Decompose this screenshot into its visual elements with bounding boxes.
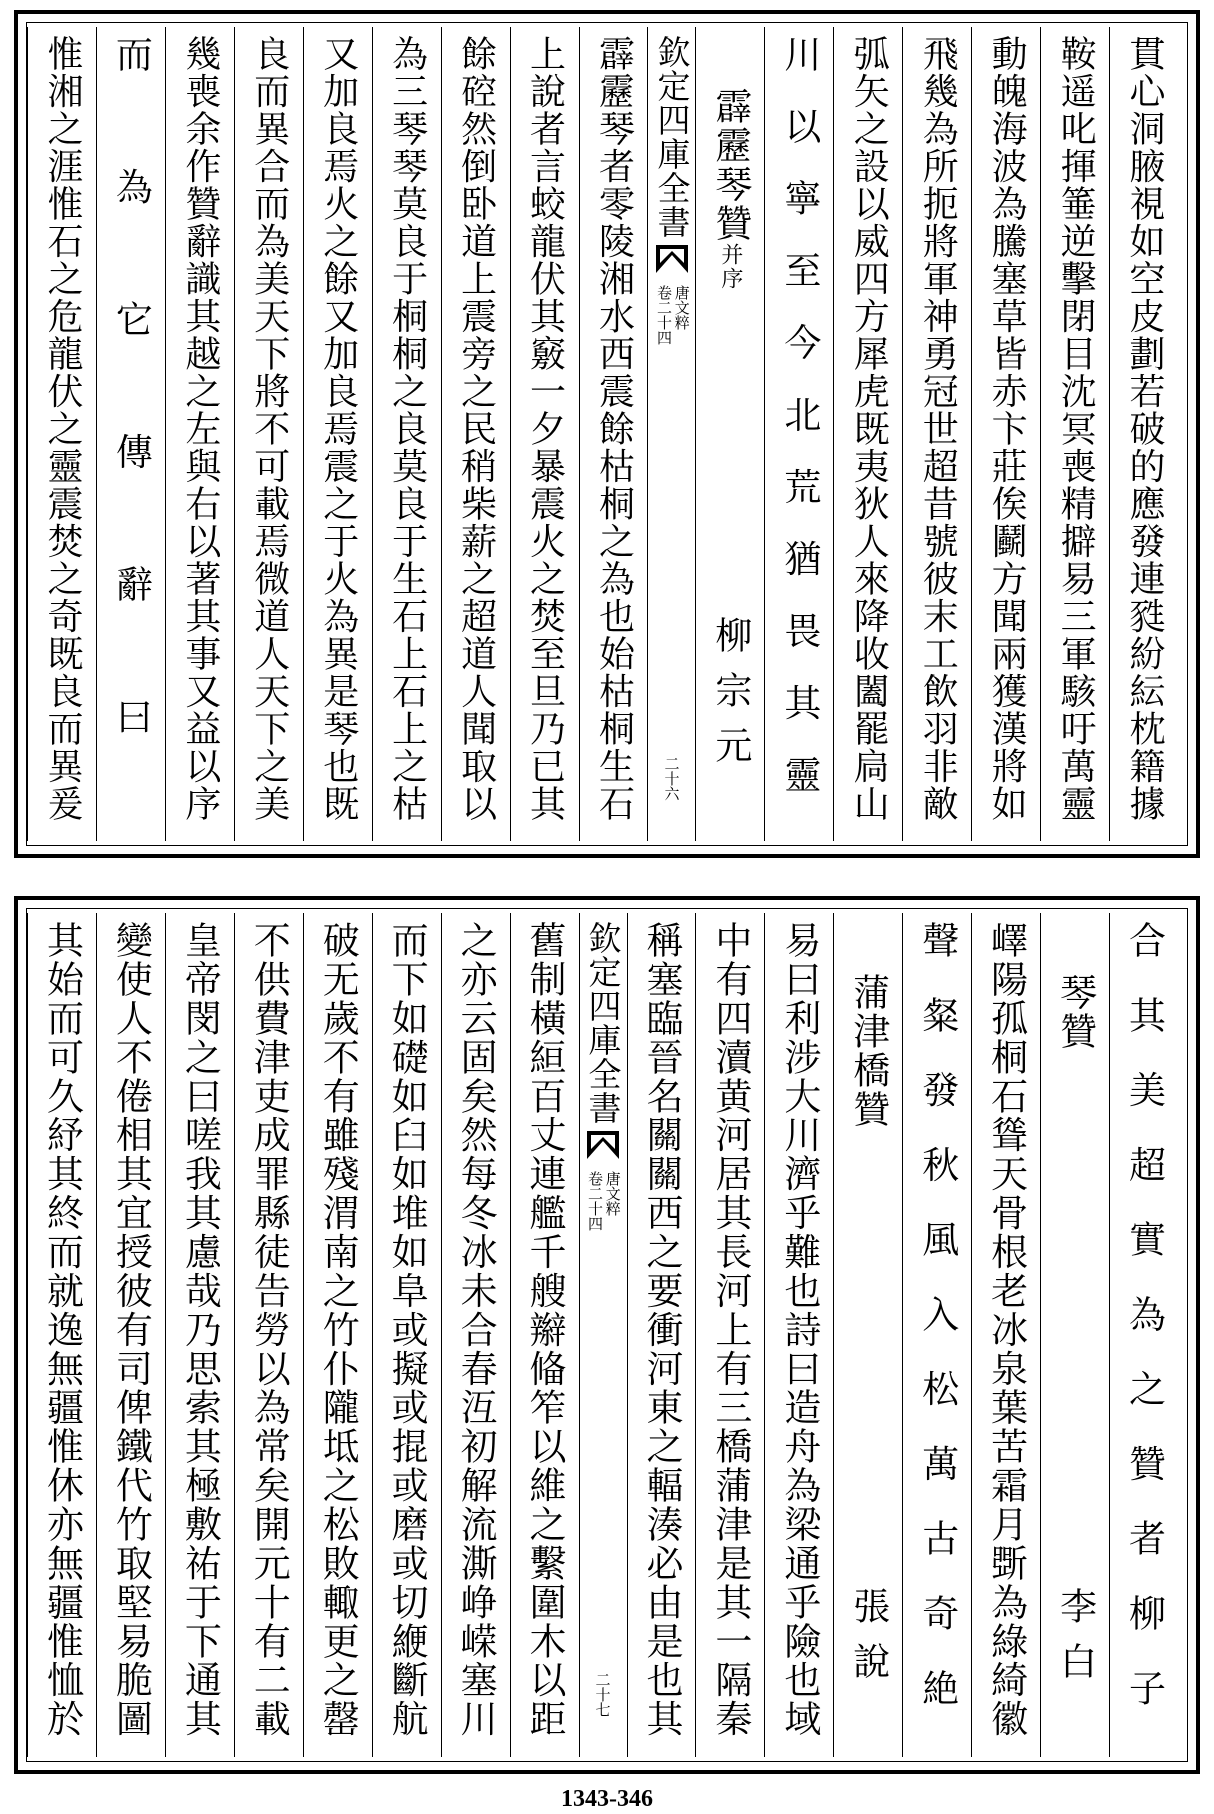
column-text: 合其美超實為之贊者柳子 — [1122, 921, 1166, 1744]
column-text: 稱塞臨晉名關關西之要衝河東之輻湊必由是也其 — [639, 921, 683, 1739]
text-column — [971, 913, 1040, 1757]
essay-title: 琴贊 — [1053, 973, 1097, 1051]
text-column — [902, 913, 971, 1757]
column-text: 易曰利涉大川濟乎難也詩曰造舟為梁通乎險也域 — [777, 921, 821, 1739]
column-text: 變使人不倦相其宜授彼有司俾鐵代竹取堅易脆圖 — [109, 921, 153, 1739]
column-text: 幾喪余作贊辭識其越之左與右以著其事又益以序 — [179, 35, 221, 823]
column-text: 又加良焉火之餘又加良焉震之于火為異是琴也既 — [317, 35, 359, 823]
column-text: 霹靂琴者零陵湘水西震餘枯桐之為也始枯桐生石 — [593, 35, 635, 823]
column-text: 飛幾為所扼將軍神勇冠世超昔號彼末工飲羽非敵 — [917, 35, 959, 823]
author-name: 李白 — [1053, 1587, 1097, 1697]
text-column — [27, 913, 96, 1757]
title-column — [833, 913, 902, 1757]
column-text: 破无歲不有雖殘渭南之竹仆隴坻之松敗輙更之罄 — [316, 921, 360, 1739]
top-page — [14, 10, 1200, 858]
column-text: 惟湘之涯惟石之危龍伏之靈震焚之奇既良而異爰 — [41, 35, 83, 823]
center-banner — [647, 27, 695, 841]
banner-volume: 卷二十四 — [654, 285, 673, 345]
fish-tail-mark-icon — [586, 1129, 620, 1161]
text-column — [234, 27, 303, 841]
page-caption: 1343-346 — [561, 1786, 653, 1812]
banner-book-title: 唐文粹 — [603, 1171, 622, 1216]
text-column — [579, 27, 648, 841]
column-text: 之亦云固矣然每冬冰未合春沍初解流澌峥嵘塞川 — [454, 921, 498, 1739]
column-text: 上說者言蛟龍伏其竅一夕暴震火之焚至旦乃已其 — [524, 35, 566, 823]
text-column — [627, 913, 696, 1757]
text-column — [165, 913, 234, 1757]
author-name: 柳宗元 — [708, 616, 752, 781]
text-column — [441, 913, 510, 1757]
column-text: 而下如礎如臼如堆如阜或擬或掍或磨或切緶斷航 — [385, 921, 429, 1739]
column-text: 舊制橫絙百丈連艦千艘辮偹笮以維之繫圍木以距 — [523, 921, 567, 1739]
title-column — [695, 27, 764, 841]
text-column — [1109, 913, 1178, 1757]
column-text: 為三琴琴莫良于桐桐之良莫良于生石上石上之枯 — [386, 35, 428, 823]
text-column — [372, 27, 441, 841]
column-text: 嶧陽孤桐石聳天骨根老冰泉葉苦霜月斲為綠綺徽 — [984, 921, 1028, 1739]
text-column — [833, 27, 902, 841]
column-text: 川以寧至今北荒猶畏其靈 — [777, 35, 821, 828]
text-column — [441, 27, 510, 841]
banner-library-title: 欽定四庫全書 — [583, 921, 623, 1125]
column-text: 良而異合而為美天下將不可載焉微道人天下之美 — [248, 35, 290, 823]
text-column — [372, 913, 441, 1757]
text-column — [1040, 27, 1109, 841]
text-column — [96, 913, 165, 1757]
text-column — [27, 27, 96, 841]
text-column — [1109, 27, 1178, 841]
text-column — [764, 27, 833, 841]
essay-title: 蒲津橋贊 — [846, 973, 890, 1129]
text-column — [303, 27, 372, 841]
column-text: 聲粲發秋風入松萬古奇絶 — [915, 921, 959, 1744]
banner-page-number: 二十六 — [662, 756, 681, 801]
text-column — [234, 913, 303, 1757]
column-text: 弧矢之設以威四方犀虎既夷狄人來降收闔罷扃山 — [848, 35, 890, 823]
banner-volume: 卷二十四 — [586, 1171, 604, 1231]
author-name: 張說 — [846, 1587, 890, 1697]
banner-book-volume — [655, 285, 689, 345]
banner-book-volume — [586, 1171, 620, 1231]
text-column — [510, 913, 579, 1757]
column-text: 動魄海波為騰塞草皆赤卞莊俟鬬方聞兩獲漢將如 — [986, 35, 1028, 823]
title-note: 并序 — [717, 243, 743, 291]
banner-book-title: 唐文粹 — [672, 285, 691, 330]
text-column — [510, 27, 579, 841]
column-text: 貫心洞腋視如空皮劃若破的應發連甤紛紜枕籍據 — [1124, 35, 1166, 823]
text-column — [96, 27, 165, 841]
title-column — [1040, 913, 1109, 1757]
banner-page-number: 二十七 — [593, 1672, 612, 1717]
bottom-page — [14, 896, 1200, 1774]
center-banner — [579, 913, 627, 1757]
text-column — [695, 913, 764, 1757]
text-column — [165, 27, 234, 841]
column-text: 中有四瀆黄河居其長河上有三橋蒲津是其一隔秦 — [708, 921, 752, 1739]
column-text: 其始而可久紓其終而就逸無疆惟休亦無疆惟恤於 — [40, 921, 84, 1739]
column-text: 餘硿然倒卧道上震旁之民稍柴薪之超道人聞取以 — [455, 35, 497, 823]
text-column — [971, 27, 1040, 841]
column-text: 而為它傳辭曰 — [109, 35, 153, 830]
top-page-frame — [26, 22, 1188, 846]
bottom-page-frame — [26, 908, 1188, 1762]
column-text: 不供費津吏成罪縣徒告勞以為常矣開元十有二載 — [247, 921, 291, 1739]
text-column — [303, 913, 372, 1757]
text-column — [764, 913, 833, 1757]
column-text: 鞍遥叱揮箠逆擊閉目沈冥喪精擗易三軍駭吁萬靈 — [1055, 35, 1097, 823]
banner-library-title: 欽定四庫全書 — [652, 35, 692, 239]
column-text: 皇帝閔之曰嗟我其慮哉乃思索其極敷祐于下通其 — [178, 921, 222, 1739]
essay-title: 霹靂琴贊并序 — [708, 87, 752, 291]
text-column — [902, 27, 971, 841]
fish-tail-mark-icon — [655, 243, 689, 275]
